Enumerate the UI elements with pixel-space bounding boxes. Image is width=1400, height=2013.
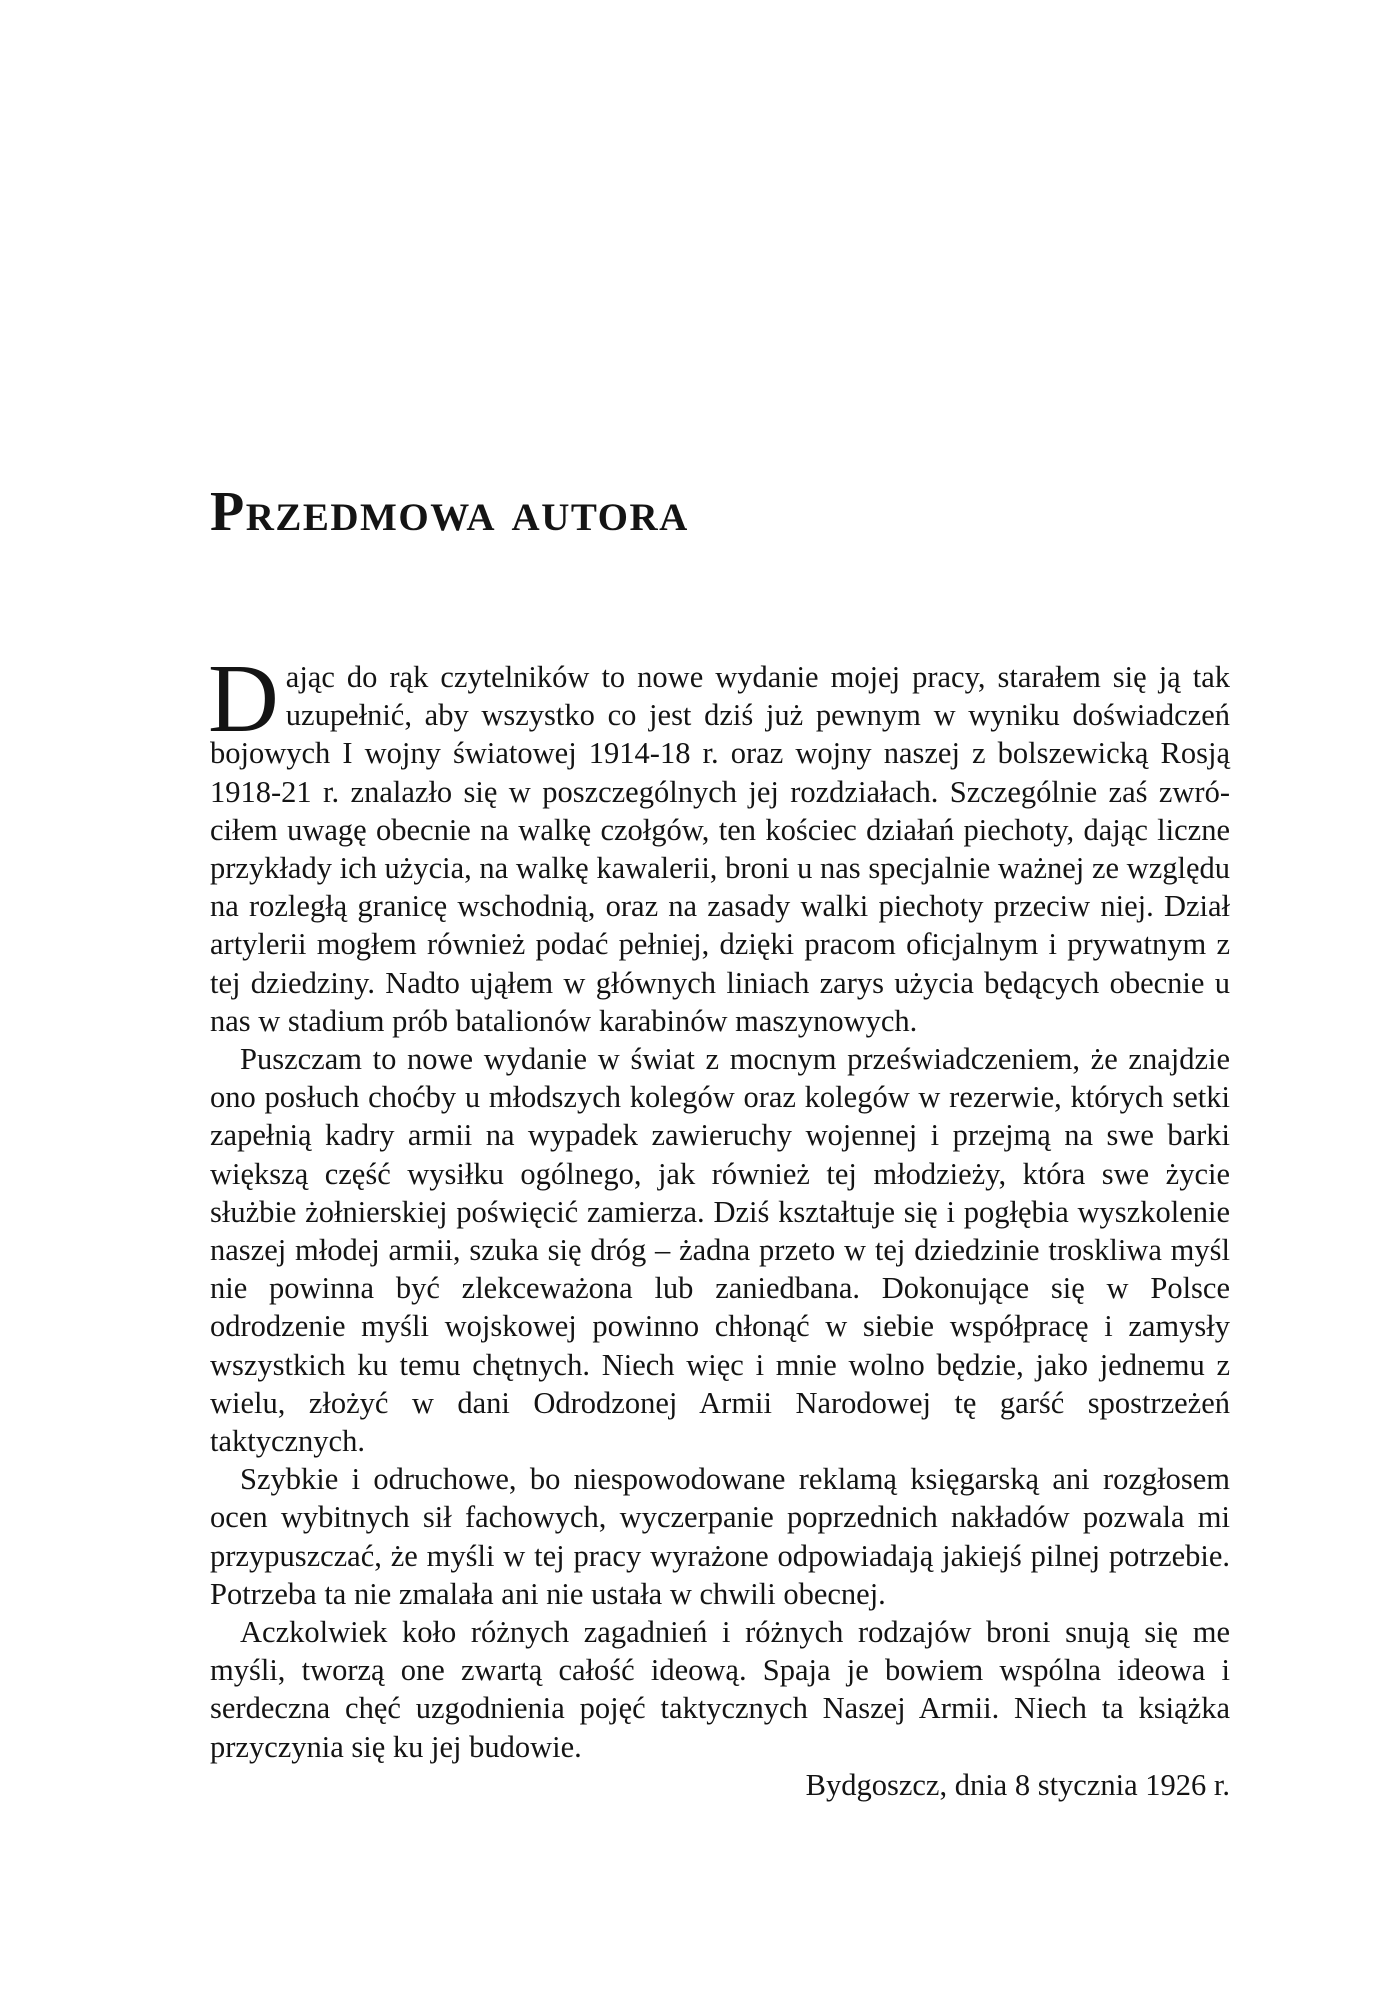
page-title: Przedmowa autora xyxy=(210,481,689,543)
paragraph-2: Puszczam to nowe wydanie w świat z mocnym przeświadczeniem, że znajdzie ono posłuch choćby u młodszych kolegów oraz kolegów w rezerwie, których setki zapełnią kadry armii na wypadek zawieruchy wojennej i przejmą na swe barki większą część wysiłku ogólnego, jak również tej młodzieży, która swe życie służbie żołnierskiej poświęcić zamierza. Dziś kształtuje się i pogłębia wyszkolenie naszej młodej armii, szuka się dróg – żadna przeto w tej dziedzinie troskliwa myśl nie powinna być zlekceważona lub zaniedbana. Dokonujące się w Polsce odrodzenie myśli wojskowej powinno chłonąć w siebie współpracę i zamysły wszystkich ku temu chętnych. Niech więc i mnie wolno będzie, jako jednemu z wielu, złożyć w dani Odrodzonej Armii Narodowej tę garść spostrzeżeń taktycznych. xyxy=(210,1042,1230,1459)
dateline: Bydgoszcz, dnia 8 stycznia 1926 r. xyxy=(805,1767,1230,1802)
paragraph-1-text: ając do rąk czytelników to nowe wydanie mojej pracy, starałem się ją tak uzupełnić, aby wszystko co jest dziś już pewnym w wyniku doświadczeń bojowych I wojny światowej 1914-18 r. oraz wojny naszej z bolszewicką Rosją 1918-21 r. znalazło się w poszczególnych jej rozdziałach. Szczególnie zaś zwróciłem uwagę obecnie na walkę czołgów, ten kościec działań piechoty, dając liczne przykłady ich użycia, na walkę kawalerii, broni u nas specjalnie ważnej ze względu na rozległą granicę wschodnią, oraz na zasady walki piechoty przeciw niej. Dział artylerii mogłem również podać pełniej, dzięki pracom oficjalnym i prywatnym z tej dziedziny. Nadto ująłem w głównych liniach zarys użycia będących obecnie u nas w stadium prób batalionów karabinów maszynowych. xyxy=(210,660,1230,1038)
drop-cap: D xyxy=(208,645,279,753)
paragraph-3: Szybkie i odruchowe, bo niespowodowane reklamą księgarską ani rozgłosem ocen wybitnych sił fachowych, wyczerpanie poprzednich nakładów pozwala mi przypuszczać, że myśli w tej pracy wyrażone odpowiadają jakiejś pilnej potrzebie. Potrzeba ta nie zmalała ani nie ustała w chwili obecnej. xyxy=(210,1462,1230,1611)
preface-body xyxy=(208,645,1230,1804)
paragraph-1 xyxy=(208,645,1230,1040)
paragraph-4: Aczkolwiek koło różnych zagadnień i różnych rodzajów broni snują się me myśli, tworzą one zwartą całość ideową. Spaja je bowiem wspólna ideowa i serdeczna chęć uzgodnienia pojęć taktycznych Naszej Armii. Niech ta książka przyczynia się ku jej budowie. xyxy=(210,1615,1230,1764)
